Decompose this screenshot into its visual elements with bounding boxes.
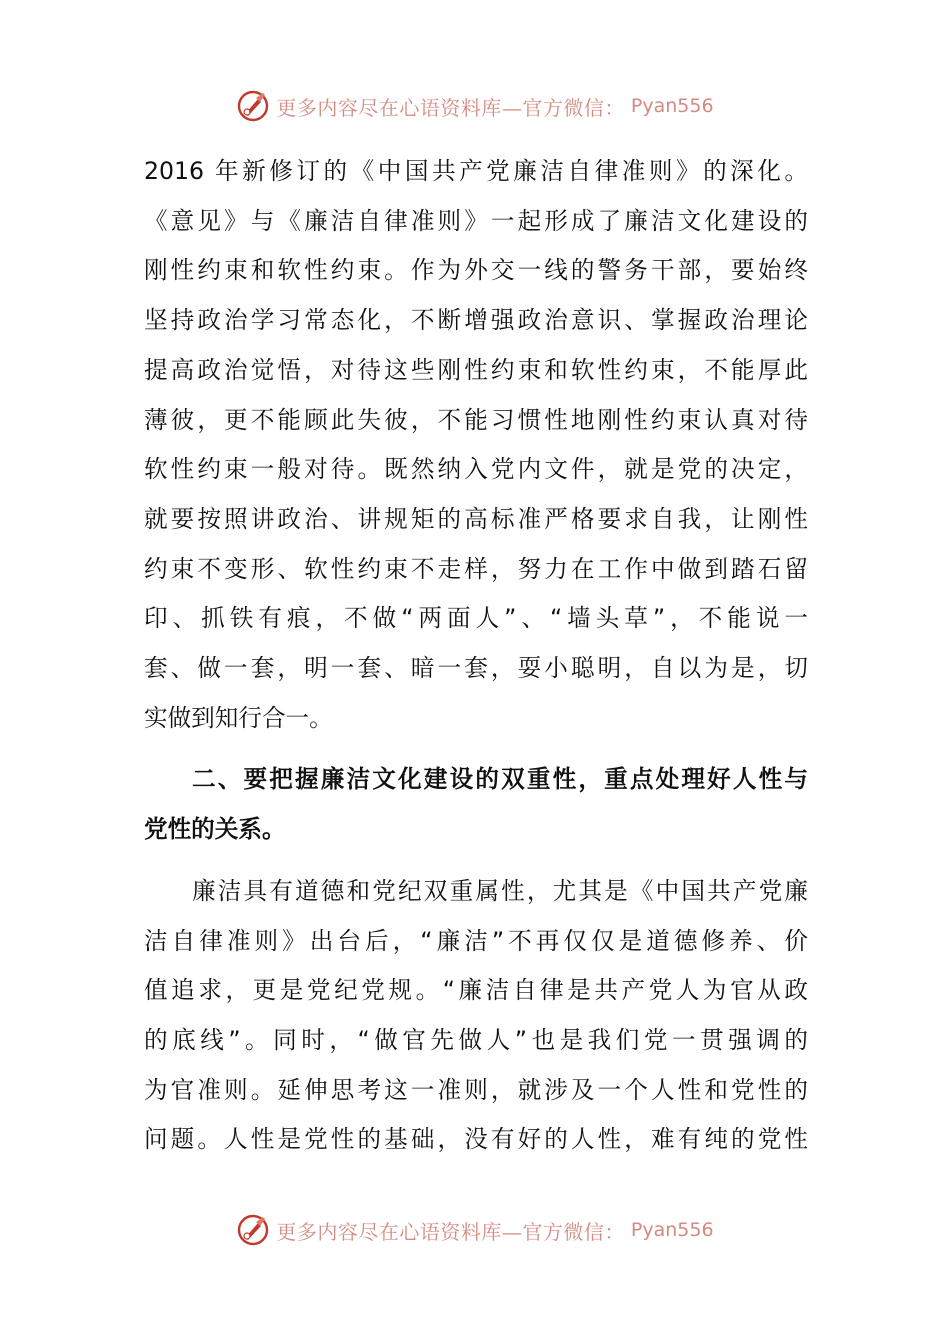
- watermark-handle: Pyan556: [630, 1219, 714, 1241]
- text-line: 约束不变形、软性约束不走样，努力在工作中做到踏石留: [144, 554, 808, 583]
- text-line: 提高政治觉悟，对待这些刚性约束和软性约束，不能厚此: [144, 355, 808, 384]
- section-heading: [144, 755, 808, 854]
- document-body: [144, 147, 808, 1165]
- footer-watermark: [0, 1210, 950, 1250]
- header-watermark: [0, 86, 950, 126]
- heading-line: 党性的关系。: [144, 815, 286, 844]
- paragraph-body: [144, 867, 808, 1165]
- text-line: 的底线”。同时，“做官先做人”也是我们党一贯强调的: [144, 1025, 808, 1054]
- text-line: 刚性约束和软性约束。作为外交一线的警务干部，要始终: [144, 256, 808, 285]
- text-line: 印、抓铁有痕，不做“两面人”、“墙头草”，不能说一: [144, 604, 808, 633]
- text-line: 薄彼，更不能顾此失彼，不能习惯性地刚性约束认真对待: [144, 405, 808, 434]
- watermark-text: 更多内容尽在心语资料库—官方微信：: [276, 95, 625, 120]
- pen-nib-logo-icon: [236, 1213, 270, 1247]
- text-line: 值追求，更是党纪党规。“廉洁自律是共产党人为官从政: [144, 976, 808, 1005]
- text-line: 洁自律准则》出台后，“廉洁”不再仅仅是道德修养、价: [144, 926, 808, 955]
- pen-nib-logo-icon: [236, 89, 270, 123]
- watermark-text: 更多内容尽在心语资料库—官方微信：: [276, 1219, 625, 1244]
- text-line: 就要按照讲政治、讲规矩的高标准严格要求自我，让刚性: [144, 504, 808, 533]
- text-line: 2016 年新修订的《中国共产党廉洁自律准则》的深化。: [144, 157, 808, 185]
- text-line: 软性约束一般对待。既然纳入党内文件，就是党的决定，: [144, 455, 808, 484]
- watermark-handle: Pyan556: [630, 95, 714, 117]
- heading-line: 二、要把握廉洁文化建设的双重性，重点处理好人性与: [192, 765, 808, 794]
- text-line: 问题。人性是党性的基础，没有好的人性，难有纯的党性: [144, 1125, 808, 1154]
- text-line: 实做到知行合一。: [144, 703, 333, 732]
- paragraph-continued: [144, 147, 808, 743]
- text-line: 套、做一套，明一套、暗一套，耍小聪明，自以为是，切: [144, 654, 808, 683]
- text-line: 廉洁具有道德和党纪双重属性，尤其是《中国共产党廉: [192, 876, 808, 905]
- text-line: 坚持政治学习常态化，不断增强政治意识、掌握政治理论: [144, 306, 808, 335]
- text-line: 为官准则。延伸思考这一准则，就涉及一个人性和党性的: [144, 1075, 808, 1104]
- text-line: 《意见》与《廉洁自律准则》一起形成了廉洁文化建设的: [144, 206, 808, 235]
